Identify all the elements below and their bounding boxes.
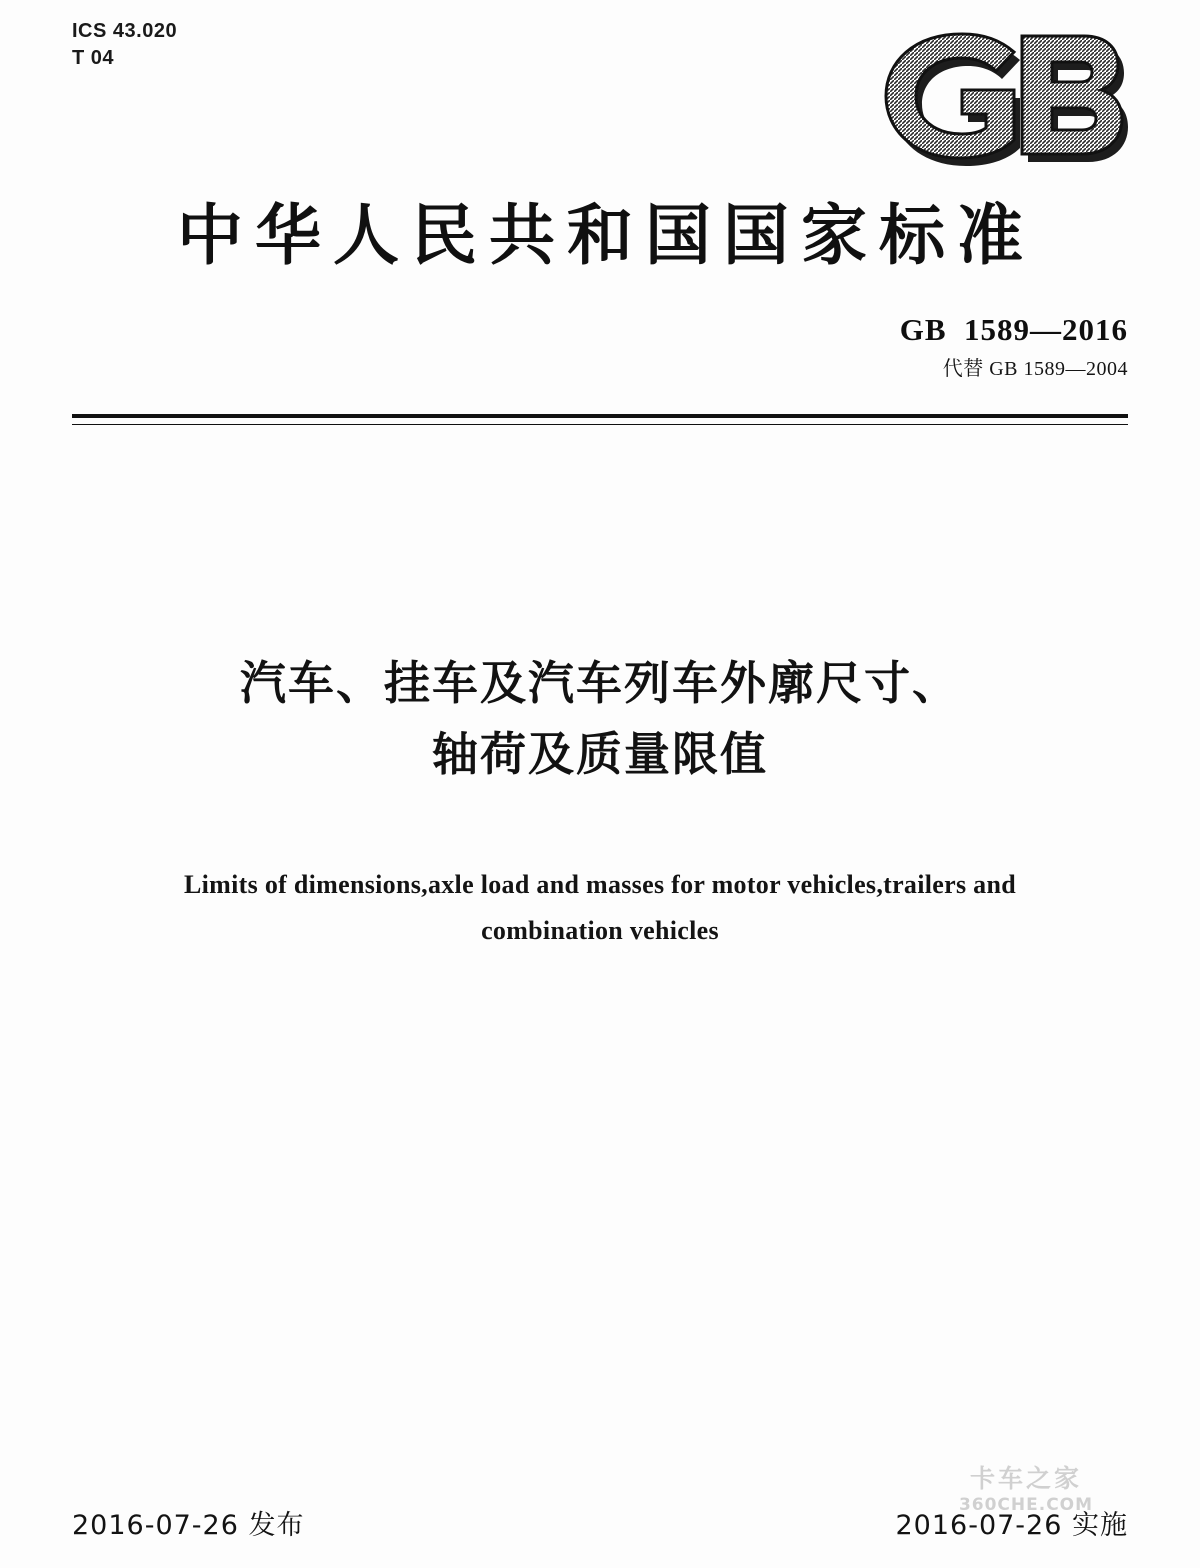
divider-thick (72, 414, 1128, 418)
document-title-cn-line2: 轴荷及质量限值 (432, 727, 768, 782)
gb-logo-icon (862, 20, 1132, 170)
ics-block (72, 18, 177, 72)
issue-date: 2016-07-26 发布 (72, 1510, 305, 1541)
national-standard-heading: 中华人民共和国国家标准 (177, 196, 1035, 274)
ics-code: ICS 43.020 (72, 20, 178, 42)
document-title-cn (110, 648, 1090, 791)
effective-date: 2016-07-26 实施 (895, 1510, 1128, 1541)
standard-number: GB 1589—2016 (899, 312, 1128, 347)
document-title-en (110, 862, 1090, 953)
standard-number-block (900, 312, 1128, 381)
document-title-en-line2: combination vehicles (481, 915, 719, 945)
divider-thin (72, 424, 1128, 425)
footer (72, 1503, 1128, 1542)
watermark-cn: 卡车之家 (969, 1464, 1082, 1493)
watermark-en: 360CHE.COM (958, 1495, 1094, 1515)
classification-code: T 04 (72, 47, 115, 69)
document-title-cn-line1: 汽车、挂车及汽车列车外廓尺寸、 (240, 656, 960, 710)
document-title-en-line1: Limits of dimensions,axle load and masses for motor vehicles,trailers and (184, 870, 1016, 899)
standard-replaces: 代替 GB 1589—2004 (942, 358, 1128, 380)
